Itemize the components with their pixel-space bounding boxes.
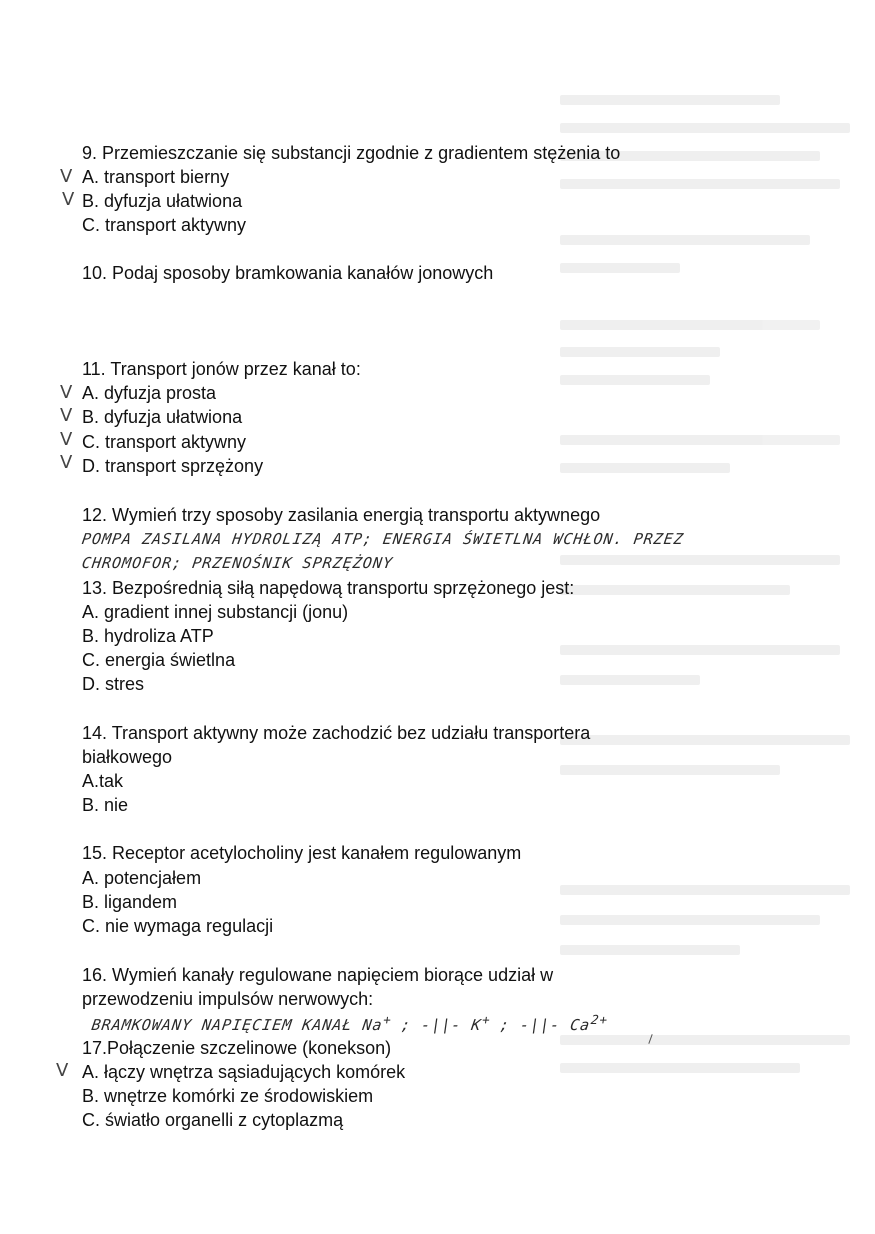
- handwritten-answer-16: [90, 1012, 609, 1034]
- answer-16-part: ; -||- K: [399, 1016, 483, 1034]
- question-11-title: 11. Transport jonów przez kanał to:: [82, 359, 361, 379]
- question-14-option-a: A.tak: [82, 771, 124, 791]
- question-14-option-b: B. nie: [82, 795, 129, 815]
- question-13-title: 13. Bezpośrednią siłą napędową transportu sprzężonego jest:: [82, 578, 575, 598]
- question-13-option-b: B. hydroliza ATP: [82, 626, 214, 646]
- handwritten-answer-12-line-2: CHROMOFOR; PRZENOŚNIK SPRZĘŻONY: [80, 554, 395, 572]
- question-11-option-c: C. transport aktywny: [82, 432, 247, 452]
- check-mark: V: [62, 189, 75, 210]
- question-14-title-line-1: 14. Transport aktywny może zachodzić bez udziału transportera: [82, 723, 591, 743]
- question-11-option-a: A. dyfuzja prosta: [82, 383, 217, 403]
- question-9-option-a: A. transport bierny: [82, 167, 230, 187]
- bleed-through-shadow: [560, 95, 860, 1095]
- question-13-option-c: C. energia świetlna: [82, 650, 236, 670]
- question-14-title-line-2: białkowego: [82, 747, 173, 767]
- check-mark: V: [60, 429, 73, 450]
- check-mark: V: [60, 166, 73, 187]
- question-17-option-a: A. łączy wnętrza sąsiadujących komórek: [82, 1062, 406, 1082]
- answer-16-superscript: 2+: [590, 1012, 610, 1027]
- answer-16-superscript: +: [382, 1012, 393, 1027]
- question-9-option-c: C. transport aktywny: [82, 215, 247, 235]
- question-16-title-line-2: przewodzeniu impulsów nerwowych:: [82, 989, 374, 1009]
- handwritten-answer-12-line-1: POMPA ZASILANA HYDROLIZĄ ATP; ENERGIA ŚWIETLNA WCHŁON. PRZEZ: [80, 530, 686, 548]
- question-10-title: 10. Podaj sposoby bramkowania kanałów jonowych: [82, 263, 494, 283]
- question-17-option-c: C. światło organelli z cytoplazmą: [82, 1110, 344, 1130]
- question-11-option-d: D. transport sprzężony: [82, 456, 264, 476]
- check-mark: V: [60, 452, 73, 473]
- question-16-title-line-1: 16. Wymień kanały regulowane napięciem biorące udział w: [82, 965, 554, 985]
- check-mark: V: [60, 405, 73, 426]
- question-12-title: 12. Wymień trzy sposoby zasilania energią transportu aktywnego: [82, 505, 601, 525]
- question-9-option-b: B. dyfuzja ułatwiona: [82, 191, 243, 211]
- answer-16-part: ; -||- Ca: [498, 1016, 592, 1034]
- question-15-option-c: C. nie wymaga regulacji: [82, 916, 274, 936]
- question-15-title: 15. Receptor acetylocholiny jest kanałem regulowanym: [82, 843, 522, 863]
- question-17-option-b: B. wnętrze komórki ze środowiskiem: [82, 1086, 374, 1106]
- question-13-option-a: A. gradient innej substancji (jonu): [82, 602, 349, 622]
- check-mark: V: [56, 1060, 69, 1081]
- question-17-title: 17.Połączenie szczelinowe (konekson): [82, 1038, 392, 1058]
- check-mark: V: [60, 382, 73, 403]
- question-15-option-a: A. potencjałem: [82, 868, 202, 888]
- answer-16-part: BRAMKOWANY NAPIĘCIEM KANAŁ Na: [90, 1016, 384, 1034]
- question-9-title: 9. Przemieszczanie się substancji zgodnie z gradientem stężenia to: [82, 143, 621, 163]
- question-11-option-b: B. dyfuzja ułatwiona: [82, 407, 243, 427]
- question-15-option-b: B. ligandem: [82, 892, 178, 912]
- question-13-option-d: D. stres: [82, 674, 145, 694]
- answer-16-superscript: +: [481, 1012, 492, 1027]
- pen-stroke: [648, 1034, 652, 1044]
